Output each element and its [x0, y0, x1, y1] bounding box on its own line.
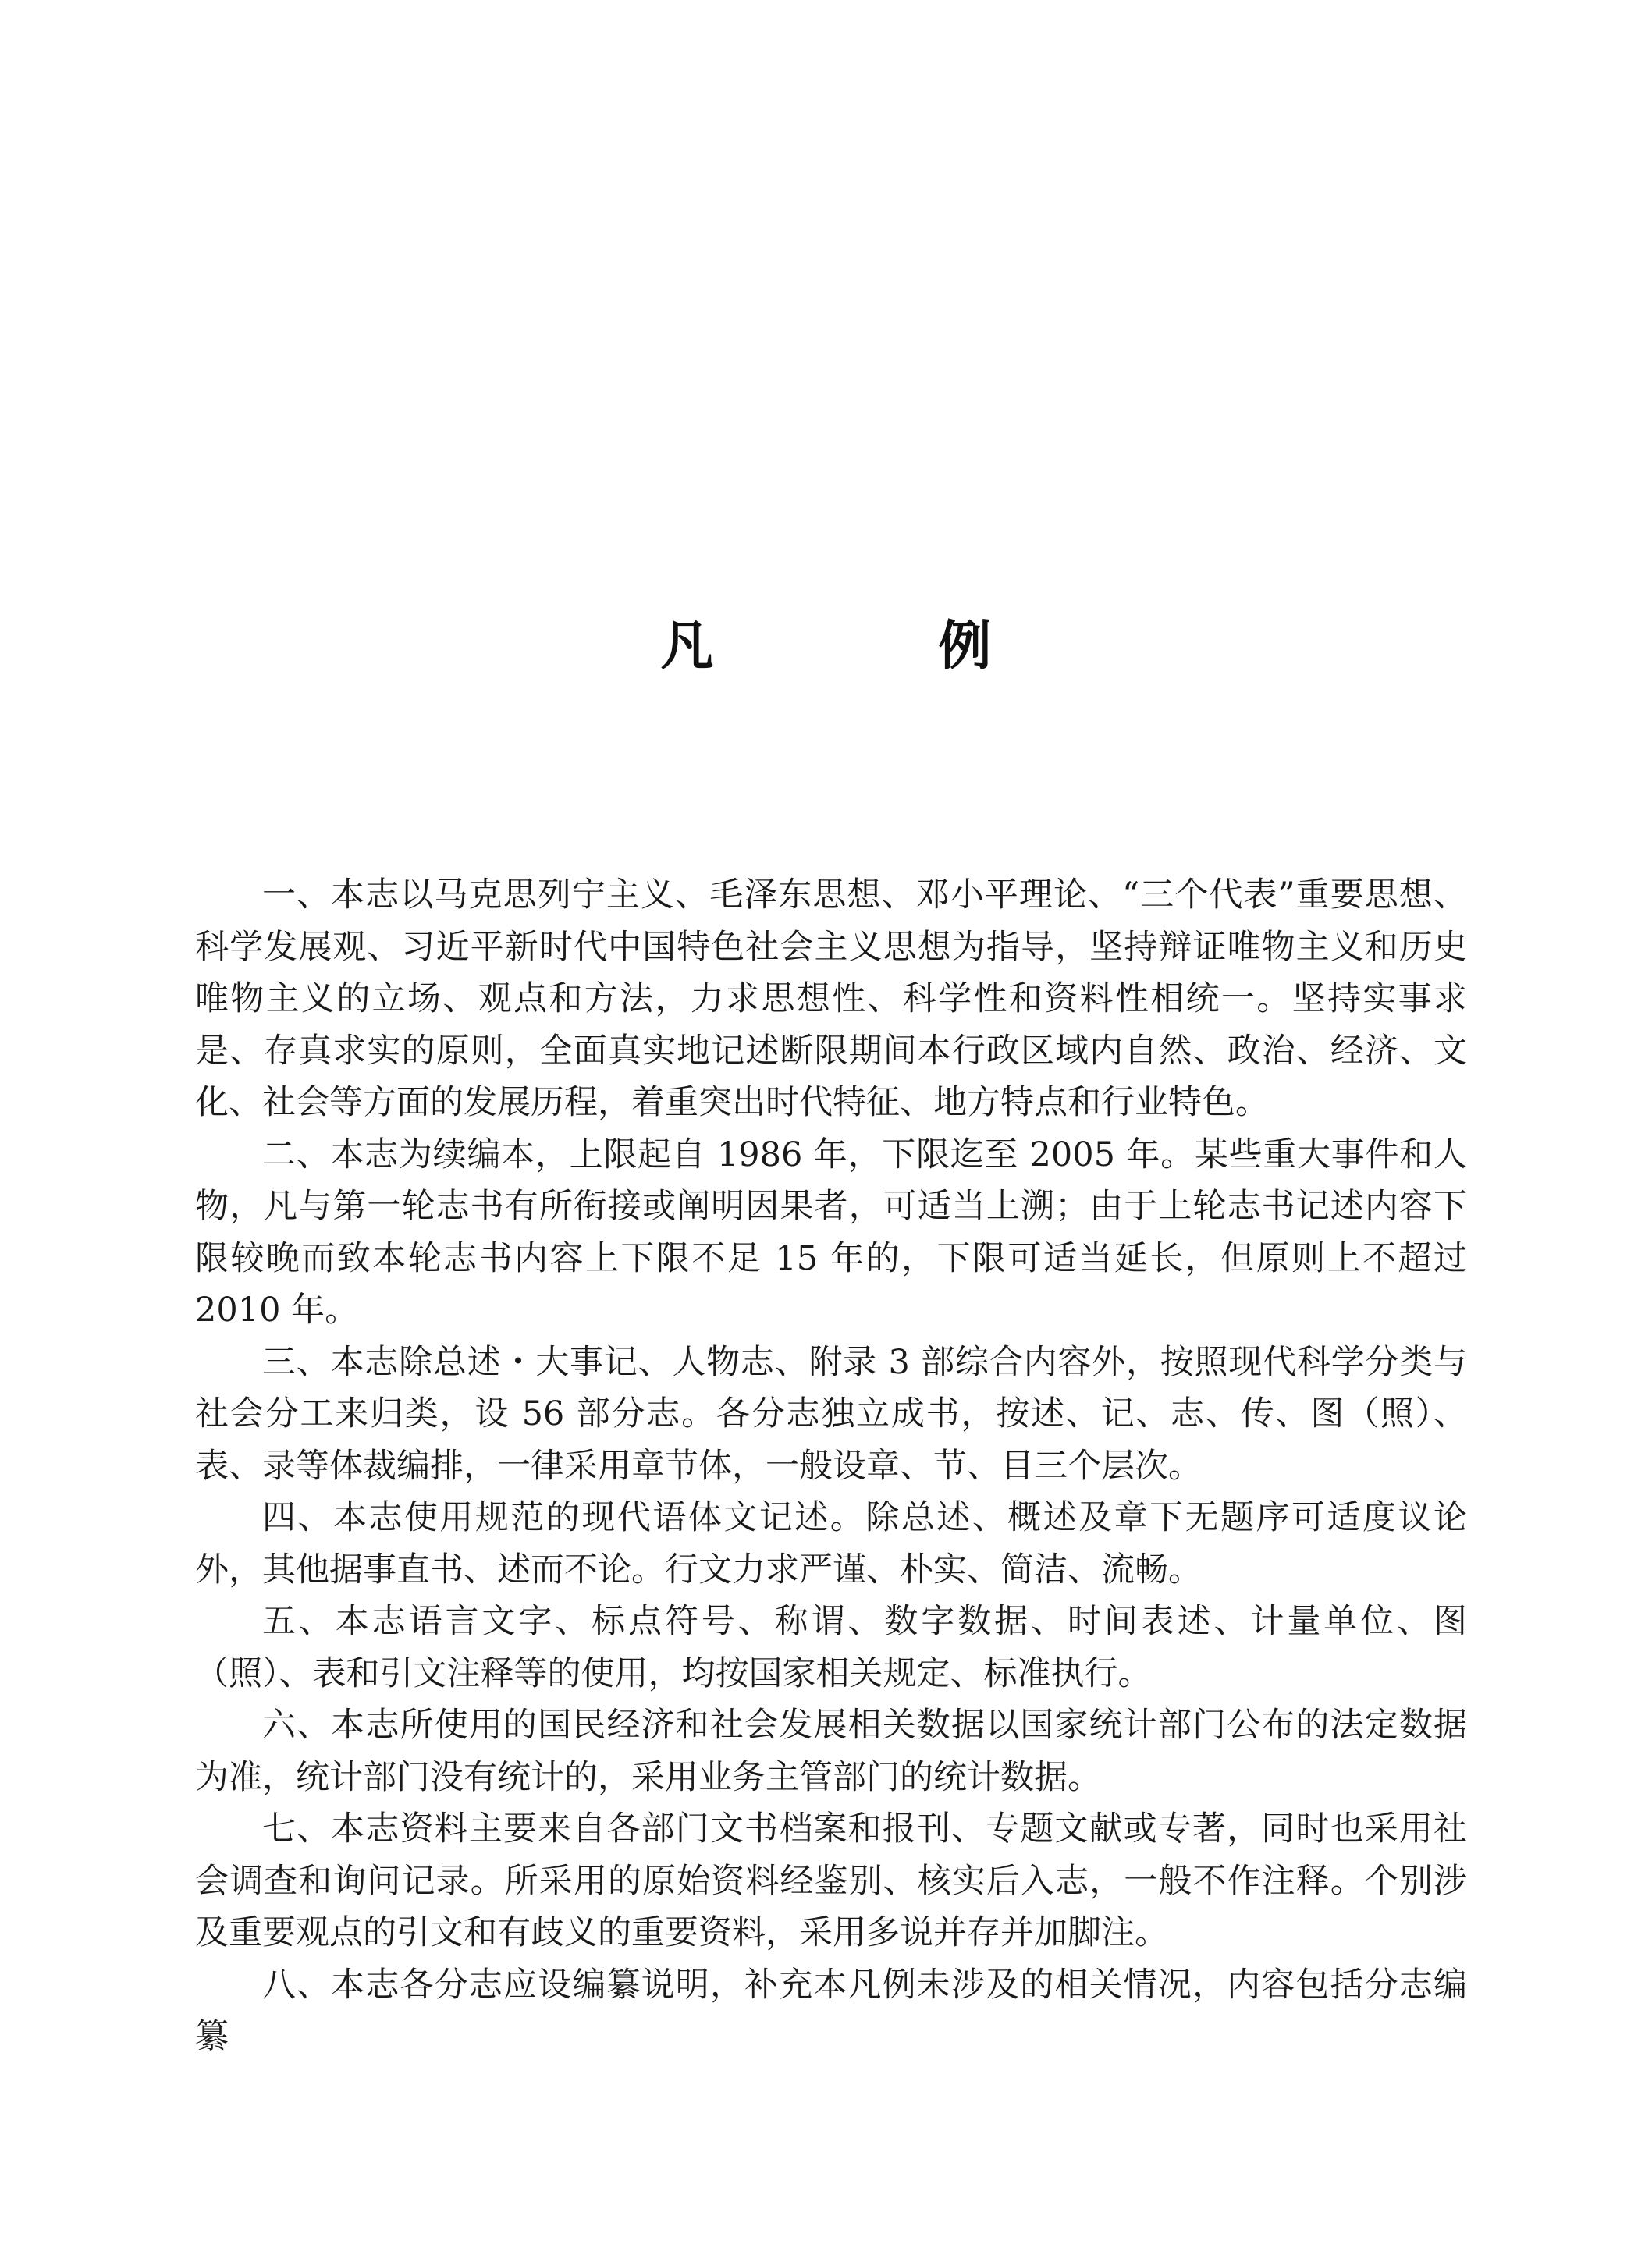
- paragraph-4: 四、本志使用规范的现代语体文记述。除总述、概述及章下无题序可适度议论外，其他据事直书、述而不论。行文力求严谨、朴实、简洁、流畅。: [195, 1498, 1467, 1589]
- page-title: 凡 例: [660, 614, 1078, 677]
- paragraph-6: 六、本志所使用的国民经济和社会发展相关数据以国家统计部门公布的法定数据为准，统计部门没有统计的，采用业务主管部门的统计数据。: [195, 1706, 1467, 1797]
- paragraph-2: 二、本志为续编本，上限起自 1986 年，下限迄至 2005 年。某些重大事件和人物，凡与第一轮志书有所衔接或阐明因果者，可适当上溯；由于上轮志书记述内容下限较晚而致本轮志书内容上下限不足 15 年的，下限可适当延长，但原则上不超过 2010 年。: [195, 1135, 1467, 1330]
- paragraph-8: 八、本志各分志应设编纂说明，补充本凡例未涉及的相关情况，内容包括分志编纂: [195, 1965, 1467, 2056]
- paragraph-3: 三、本志除总述・大事记、人物志、附录 3 部综合内容外，按照现代科学分类与社会分工来归类，设 56 部分志。各分志独立成书，按述、记、志、传、图（照）、表、录等体裁编排，一律采用章节体，一般设章、节、目三个层次。: [195, 1342, 1467, 1486]
- paragraph-5: 五、本志语言文字、标点符号、称谓、数字数据、时间表述、计量单位、图（照）、表和引文注释等的使用，均按国家相关规定、标准执行。: [195, 1602, 1467, 1693]
- body-text: [195, 869, 1467, 2063]
- paragraph-7: 七、本志资料主要来自各部门文书档案和报刊、专题文献或专著，同时也采用社会调查和询问记录。所采用的原始资料经鉴别、核实后入志，一般不作注释。个别涉及重要观点的引文和有歧义的重要资料，采用多说并存并加脚注。: [195, 1809, 1467, 1952]
- paragraph-1: 一、本志以马克思列宁主义、毛泽东思想、邓小平理论、“三个代表”重要思想、科学发展观、习近平新时代中国特色社会主义思想为指导，坚持辩证唯物主义和历史唯物主义的立场、观点和方法，力求思想性、科学性和资料性相统一。坚持实事求是、存真求实的原则，全面真实地记述断限期间本行政区域内自然、政治、经济、文化、社会等方面的发展历程，着重突出时代特征、地方特点和行业特色。: [195, 875, 1467, 1122]
